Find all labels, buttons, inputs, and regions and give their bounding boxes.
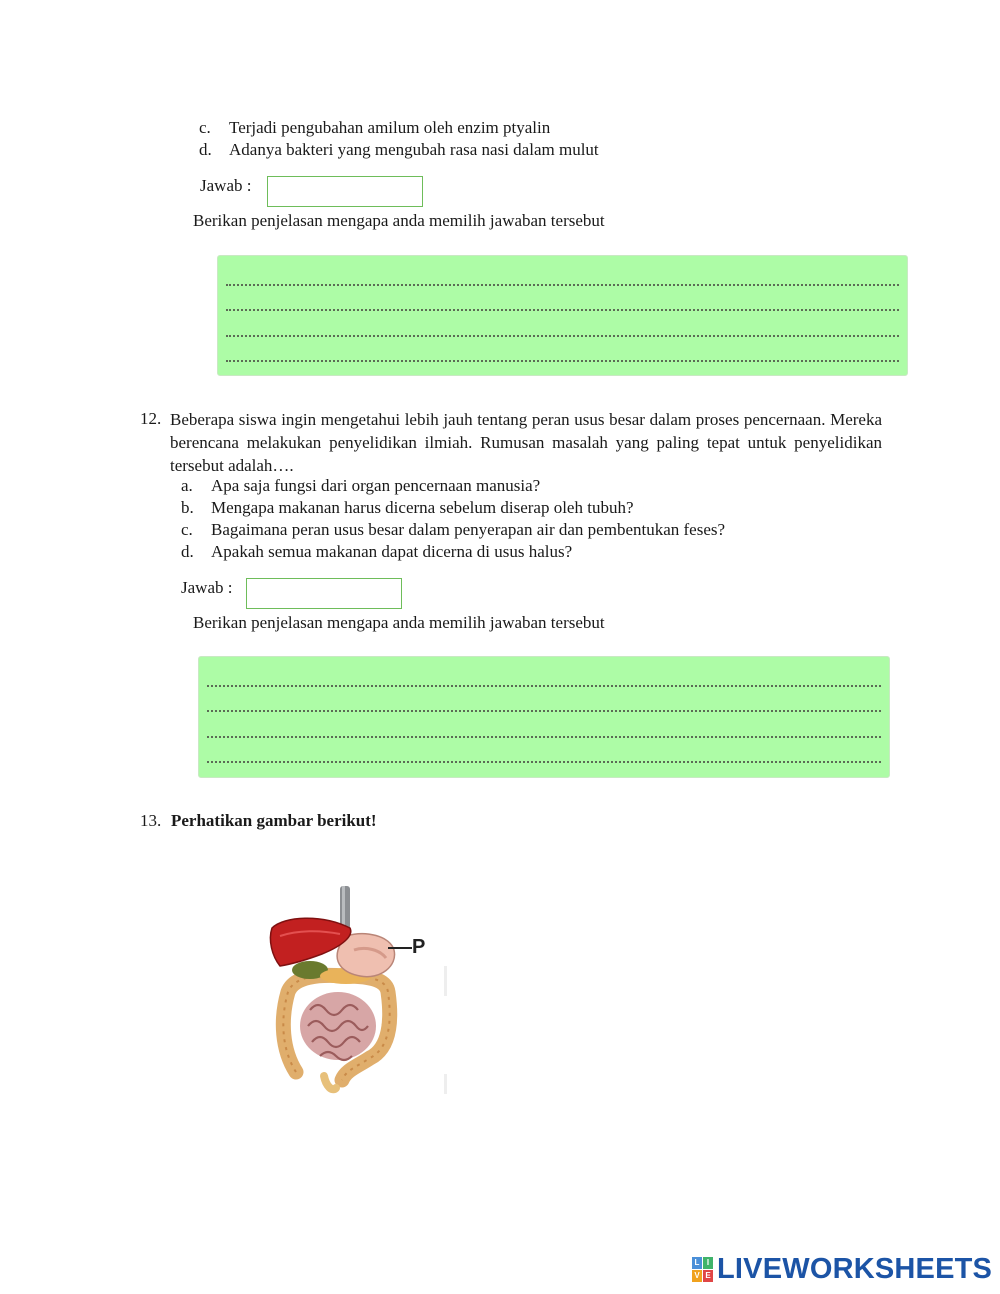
liveworksheets-logo[interactable] bbox=[692, 1253, 992, 1285]
q12-option-c bbox=[181, 519, 725, 541]
badge-letter: E bbox=[703, 1270, 713, 1282]
dotted-line bbox=[226, 311, 899, 337]
option-text: Bagaimana peran usus besar dalam penyerapan air dan pembentukan feses? bbox=[211, 520, 726, 539]
q12-option-a bbox=[181, 475, 540, 497]
q12-text: Beberapa siswa ingin mengetahui lebih jauh tentang peran usus besar dalam proses pencernaan. Mereka berencana melakukan penyelidikan ilmiah. Rumusan masalah yang paling tepat untuk penyelidikan tersebut adalah…. bbox=[170, 410, 882, 475]
badge-letter: L bbox=[692, 1257, 702, 1269]
q11-option-c bbox=[199, 117, 550, 139]
dotted-line bbox=[207, 687, 881, 713]
q12-option-d bbox=[181, 541, 572, 563]
figure-label-p: P bbox=[412, 936, 426, 958]
dotted-line bbox=[207, 661, 881, 687]
dotted-line bbox=[226, 260, 899, 286]
badge-letter: V bbox=[692, 1270, 702, 1282]
q12-explanation-textarea[interactable] bbox=[198, 656, 890, 778]
dotted-line bbox=[226, 337, 899, 363]
q13-text: Perhatikan gambar berikut! bbox=[171, 811, 377, 830]
q12-explain-prompt: Berikan penjelasan mengapa anda memilih jawaban tersebut bbox=[193, 613, 605, 632]
q12-number: 12. bbox=[140, 409, 162, 428]
q12-answer-input[interactable] bbox=[246, 578, 402, 609]
q11-answer-label: Jawab : bbox=[200, 176, 252, 195]
option-text: Mengapa makanan harus dicerna sebelum diserap oleh tubuh? bbox=[211, 498, 634, 517]
option-letter: b. bbox=[181, 498, 194, 517]
q11-answer-input[interactable] bbox=[267, 176, 423, 207]
option-letter: c. bbox=[199, 118, 211, 137]
dotted-line bbox=[207, 712, 881, 738]
option-text: Apakah semua makanan dapat dicerna di usus halus? bbox=[211, 542, 573, 561]
option-text: Adanya bakteri yang mengubah rasa nasi dalam mulut bbox=[229, 140, 599, 159]
q11-option-d bbox=[199, 139, 599, 161]
q11-explain-prompt: Berikan penjelasan mengapa anda memilih jawaban tersebut bbox=[193, 211, 605, 230]
digestive-system-figure bbox=[262, 880, 462, 1102]
option-letter: c. bbox=[181, 520, 193, 539]
logo-badge-icon bbox=[692, 1257, 713, 1282]
option-letter: a. bbox=[181, 476, 193, 495]
logo-text: LIVEWORKSHEETS bbox=[717, 1252, 993, 1285]
badge-letter: I bbox=[703, 1257, 713, 1269]
dotted-line bbox=[207, 738, 881, 764]
q13-number: 13. bbox=[140, 811, 162, 830]
option-letter: d. bbox=[199, 140, 212, 159]
option-text: Apa saja fungsi dari organ pencernaan manusia? bbox=[211, 476, 541, 495]
option-text: Terjadi pengubahan amilum oleh enzim ptyalin bbox=[229, 118, 551, 137]
digestive-system-illustration-icon bbox=[262, 880, 462, 1102]
q12-option-b bbox=[181, 497, 634, 519]
dotted-line bbox=[226, 286, 899, 312]
q12-answer-label: Jawab : bbox=[181, 578, 233, 597]
option-letter: d. bbox=[181, 542, 194, 561]
q11-explanation-textarea[interactable] bbox=[217, 255, 908, 376]
